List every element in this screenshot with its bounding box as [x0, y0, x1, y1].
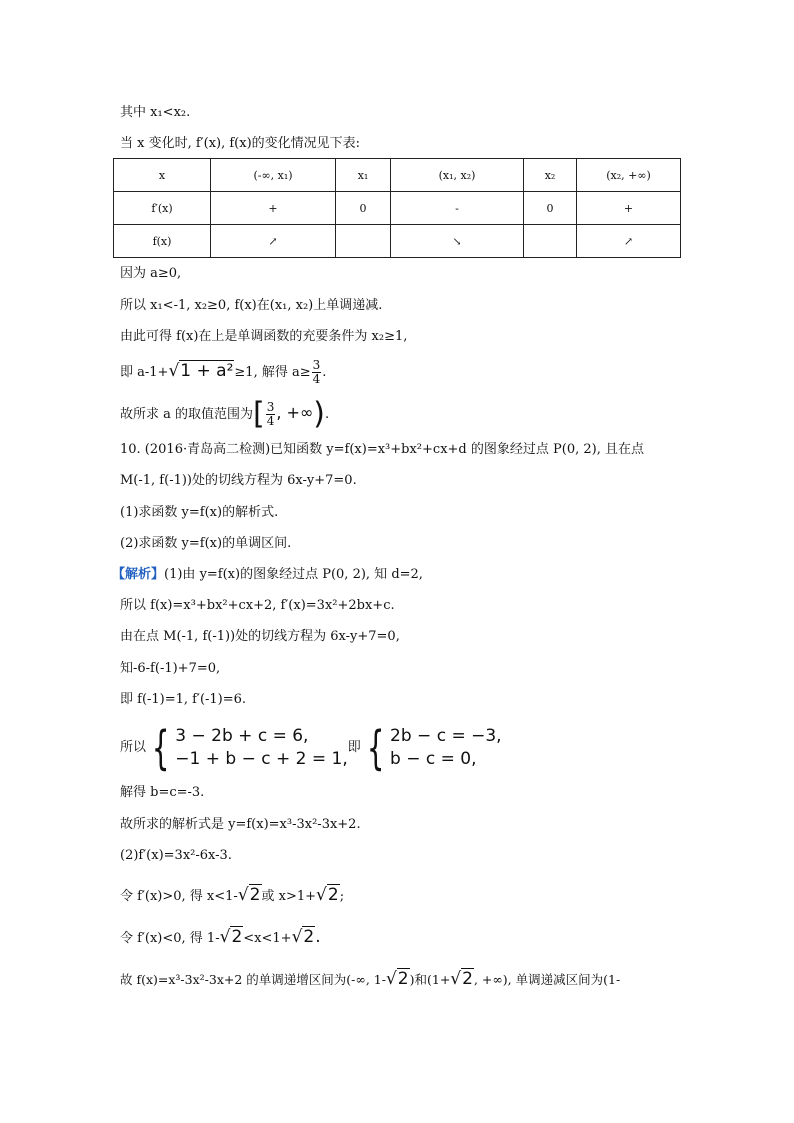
equation-system-1 — [146, 720, 348, 775]
range-prefix: 故所求 a 的取值范围为 — [120, 407, 254, 422]
frac-numerator: 3 — [312, 358, 321, 372]
equation-row: 2b − c = −3, — [390, 725, 502, 746]
text-span: 或 x>1+ — [261, 889, 317, 904]
equation-row: −1 + b − c + 2 = 1, — [175, 748, 348, 769]
solution-line-3: 由在点 M(-1, f(-1))处的切线方程为 6x-y+7=0, — [120, 629, 400, 644]
range-fraction — [266, 401, 276, 428]
ie-prefix: 即 a-1+ — [120, 365, 169, 380]
solution-line-1 — [112, 565, 682, 585]
range-rest: , +∞ — [276, 403, 314, 422]
solution-line-9 — [120, 881, 690, 911]
range-end: . — [325, 407, 330, 422]
system-prefix: 所以 — [120, 740, 147, 755]
question-2: (2)求函数 y=f(x)的单调区间. — [120, 536, 292, 551]
table-row — [114, 159, 681, 192]
table-cell: ↘ — [391, 225, 524, 258]
sqrt-sign: √ — [291, 927, 303, 947]
equation-row: 3 − 2b + c = 6, — [175, 725, 309, 746]
equation-system-line — [120, 720, 690, 775]
text-span: ; — [339, 889, 345, 904]
radicand: 2 — [397, 969, 409, 989]
text-span: 令 f′(x)<0, 得 1- — [120, 931, 220, 946]
solution-line-7: 故所求的解析式是 y=f(x)=x³-3x²-3x+2. — [120, 817, 361, 832]
solution-line-2: 所以 f(x)=x³+bx²+cx+2, f′(x)=3x²+2bx+c. — [120, 598, 395, 613]
frac-denominator: 4 — [312, 372, 321, 386]
radicand: 2 — [462, 969, 473, 989]
sqrt-sign: √ — [219, 927, 231, 947]
equation-row: b − c = 0, — [390, 748, 477, 769]
solution-line-10 — [120, 923, 690, 953]
question-1: (1)求函数 y=f(x)的解析式. — [120, 505, 279, 520]
solution-line-8: (2)f′(x)=3x²-6x-3. — [120, 848, 232, 863]
table-cell: ↗ — [211, 225, 336, 258]
solution-text: (1)由 y=f(x)的图象经过点 P(0, 2), 知 d=2, — [164, 567, 423, 582]
sqrt-sign: √ — [385, 969, 397, 989]
so-line: 所以 x₁<-1, x₂≥0, f(x)在(x₁, x₂)上单调递减. — [120, 298, 383, 313]
ie-radicand: 1 + a² — [180, 361, 234, 381]
text-span: , +∞), 单调递减区间为(1- — [473, 972, 621, 987]
table-cell — [336, 225, 391, 258]
table-row — [114, 192, 681, 225]
problem-10-line-2: M(-1, f(-1))处的切线方程为 6x-y+7=0. — [120, 473, 357, 488]
solution-line-6: 解得 b=c=-3. — [120, 785, 205, 800]
ie-line — [120, 356, 690, 388]
problem-10-line-1: 10. (2016·青岛高二检测)已知函数 y=f(x)=x³+bx²+cx+d 的图象经过点 P(0, 2), 且在点 — [120, 442, 644, 457]
radicand: 2 — [231, 927, 243, 947]
text-span: )和(1+ — [409, 972, 451, 987]
ie-end: . — [322, 365, 327, 380]
table-cell: 0 — [524, 192, 577, 225]
radicand: 2 — [303, 927, 315, 947]
table-cell: (-∞, x₁) — [211, 159, 336, 192]
right-paren: ) — [313, 396, 325, 432]
table-cell — [524, 225, 577, 258]
table-cell: ↗ — [577, 225, 681, 258]
radicand: 2 — [327, 885, 339, 905]
table-cell: 0 — [336, 192, 391, 225]
range-line — [120, 397, 690, 431]
text-span: . — [315, 927, 321, 947]
table-cell: - — [391, 192, 524, 225]
sqrt-sign: √ — [237, 885, 249, 905]
sqrt-sign: √ — [168, 361, 180, 381]
radicand: 2 — [249, 885, 261, 905]
solution-line-4: 知-6-f(-1)+7=0, — [120, 661, 221, 676]
text-span: 故 f(x)=x³-3x²-3x+2 的单调递增区间为(-∞, 1- — [120, 972, 386, 987]
variation-table — [113, 158, 681, 258]
table-cell: + — [577, 192, 681, 225]
table-row — [114, 225, 681, 258]
solution-line-11 — [120, 965, 690, 994]
left-bracket: [ — [253, 396, 265, 432]
table-cell: x₁ — [336, 159, 391, 192]
table-cell: (x₂, +∞) — [577, 159, 681, 192]
ie-fraction — [312, 359, 322, 386]
table-cell: x — [114, 159, 211, 192]
table-cell: f′(x) — [114, 192, 211, 225]
solution-tag: 【解析】 — [112, 567, 165, 582]
table-cell: x₂ — [524, 159, 577, 192]
table-cell: + — [211, 192, 336, 225]
sqrt-sign: √ — [450, 969, 462, 989]
solution-line-5: 即 f(-1)=1, f′(-1)=6. — [120, 692, 247, 707]
frac-numerator: 3 — [266, 400, 275, 414]
table-caption: 当 x 变化时, f′(x), f(x)的变化情况见下表: — [120, 136, 361, 151]
system-mid: 即 — [347, 740, 361, 755]
equation-system-2 — [361, 720, 502, 775]
brace-icon: { — [151, 720, 170, 775]
frac-denominator: 4 — [266, 414, 275, 428]
because-line: 因为 a≥0, — [120, 266, 182, 281]
text-span: <x<1+ — [243, 931, 292, 946]
text-span: 令 f′(x)>0, 得 x<1- — [120, 889, 238, 904]
sqrt-sign: √ — [316, 885, 327, 905]
table-cell: (x₁, x₂) — [391, 159, 524, 192]
brace-icon: { — [366, 720, 385, 775]
where-line: 其中 x₁<x₂. — [120, 105, 191, 120]
condition-line: 由此可得 f(x)在上是单调函数的充要条件为 x₂≥1, — [120, 329, 408, 344]
table-cell: f(x) — [114, 225, 211, 258]
ie-mid: ≥1, 解得 a≥ — [234, 365, 311, 380]
